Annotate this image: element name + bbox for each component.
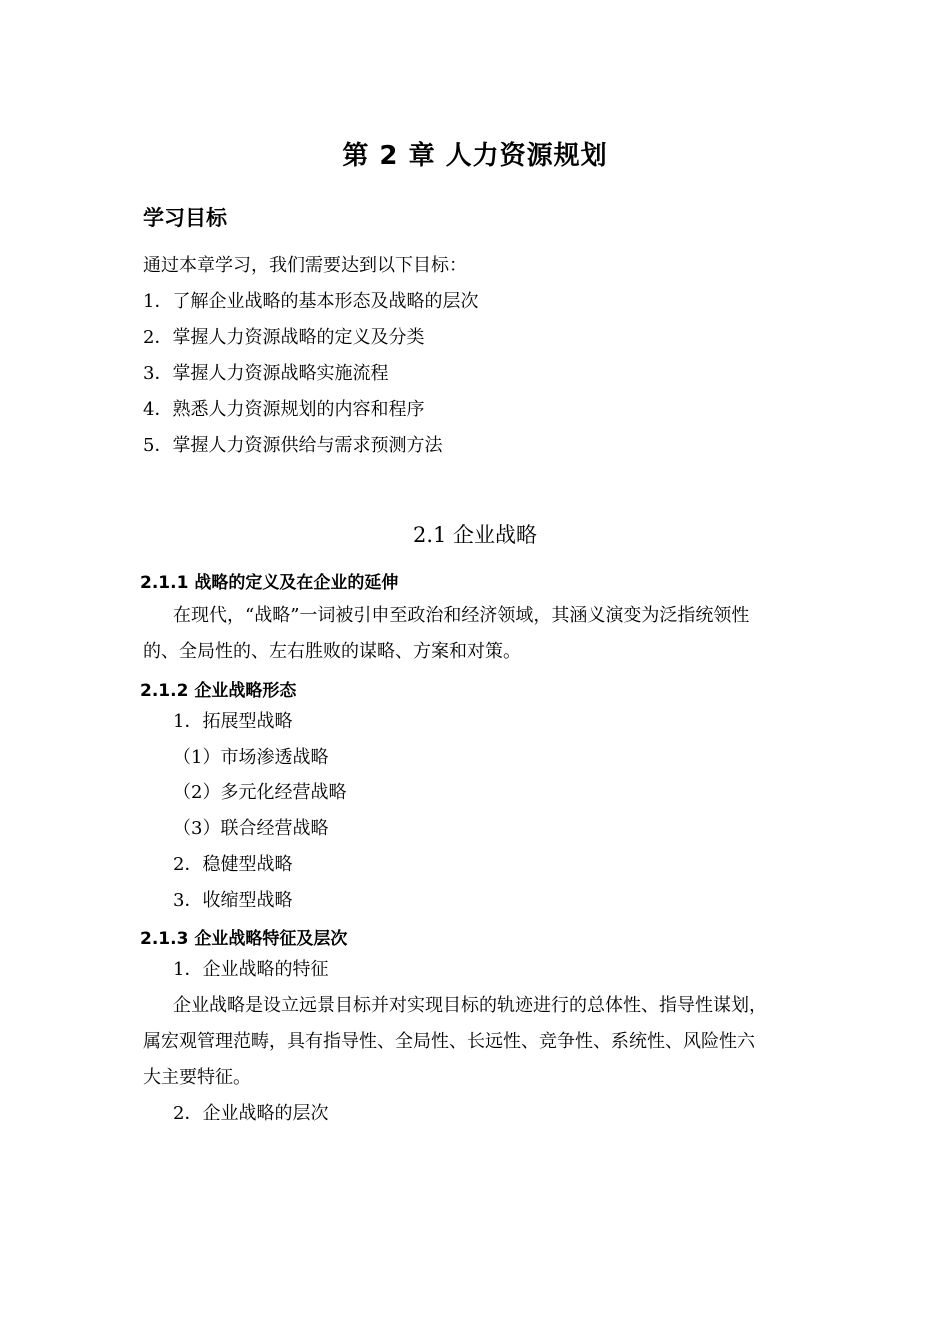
section-title-2-1: 2.1 企业战略 <box>412 523 538 547</box>
paragraph-line: 在现代，“战略”一词被引申至政治和经济领域，其涵义演变为泛指统领性 <box>173 605 750 626</box>
list-item: 1．企业战略的特征 <box>173 959 329 980</box>
chapter-title: 第 2 章 人力资源规划 <box>342 141 608 171</box>
subsection-heading-2-1-2: 2.1.2 企业战略形态 <box>140 681 297 701</box>
objective-item-2: 2．掌握人力资源战略的定义及分类 <box>143 327 425 348</box>
paragraph-line: 企业战略是设立远景目标并对实现目标的轨迹进行的总体性、指导性谋划， <box>173 995 767 1016</box>
list-item: （3）联合经营战略 <box>173 818 329 839</box>
paragraph-line: 的、全局性的、左右胜败的谋略、方案和对策。 <box>143 641 521 662</box>
objective-item-4: 4．熟悉人力资源规划的内容和程序 <box>143 399 425 420</box>
list-item: 1．拓展型战略 <box>173 711 293 732</box>
paragraph-line: 大主要特征。 <box>143 1067 251 1088</box>
list-item: （2）多元化经营战略 <box>173 782 347 803</box>
list-item: 2．稳健型战略 <box>173 854 293 875</box>
objective-item-3: 3．掌握人力资源战略实施流程 <box>143 363 389 384</box>
objectives-intro: 通过本章学习，我们需要达到以下目标： <box>143 255 467 276</box>
list-item: （1）市场渗透战略 <box>173 747 329 768</box>
subsection-heading-2-1-3: 2.1.3 企业战略特征及层次 <box>140 929 348 949</box>
subsection-heading-2-1-1: 2.1.1 战略的定义及在企业的延伸 <box>140 573 399 593</box>
objective-item-5: 5．掌握人力资源供给与需求预测方法 <box>143 435 443 456</box>
objectives-heading: 学习目标 <box>143 206 227 230</box>
list-item: 2．企业战略的层次 <box>173 1103 329 1124</box>
objective-item-1: 1．了解企业战略的基本形态及战略的层次 <box>143 291 479 312</box>
list-item: 3．收缩型战略 <box>173 890 293 911</box>
paragraph-line: 属宏观管理范畴，具有指导性、全局性、长远性、竞争性、系统性、风险性六 <box>143 1031 755 1052</box>
